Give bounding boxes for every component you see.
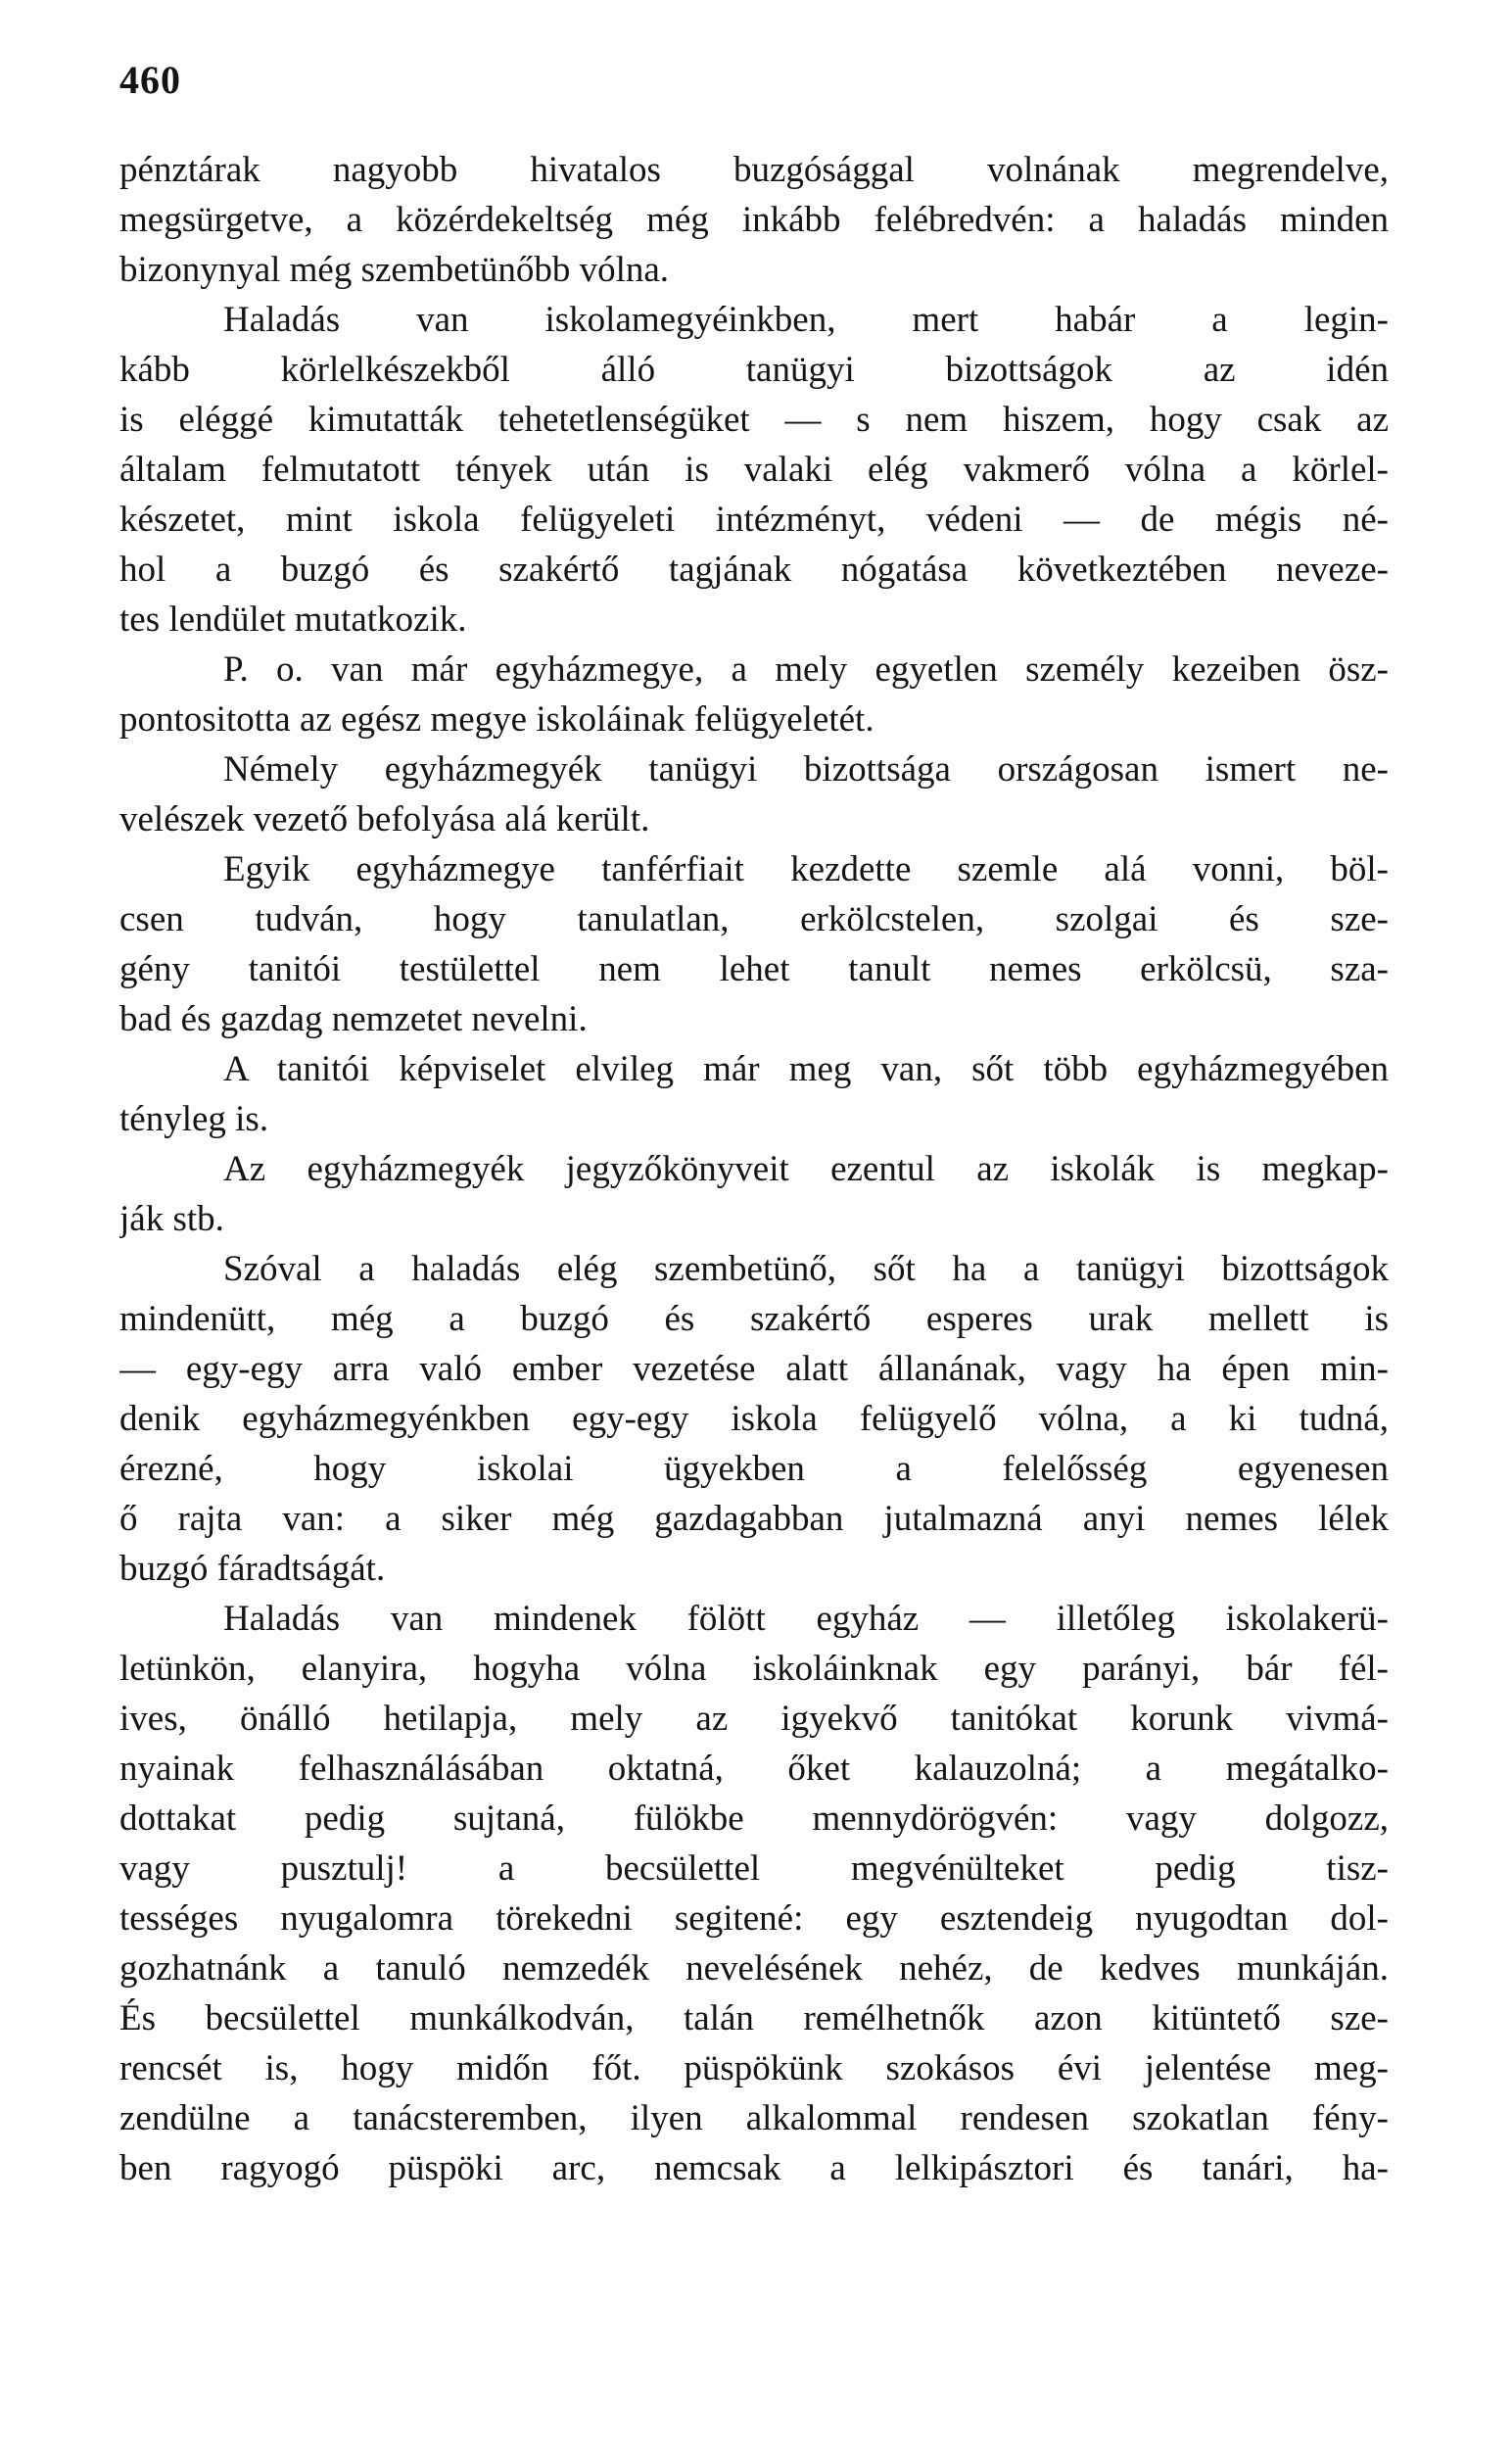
text-line: — egy-egy arra való ember vezetése alatt állanának, vagy ha épen min- [119, 1349, 1389, 1389]
page-number: 460 [119, 58, 181, 102]
text-line: hol a buzgó és szakértő tagjának nógatása következtében neveze- [119, 550, 1389, 590]
text-line: letünkön, elanyira, hogyha vólna iskoláinknak egy parányi, bár fél- [119, 1649, 1389, 1689]
text-line: pénztárak nagyobb hivatalos buzgósággal volnának megrendelve, [119, 150, 1389, 190]
text-line: készetet, mint iskola felügyeleti intézményt, védeni — de mégis né- [119, 500, 1389, 540]
text-line: ben ragyogó püspöki arc, nemcsak a lelkipásztori és tanári, ha- [119, 2148, 1389, 2188]
text-line: Az egyházmegyék jegyzőkönyveit ezentul az iskolák is megkap- [223, 1149, 1389, 1189]
text-line: kább körlelkészekből álló tanügyi bizottságok az idén [119, 350, 1389, 390]
text-line: rencsét is, hogy midőn főt. püspökünk szokásos évi jelentése meg- [119, 2048, 1389, 2088]
text-line: bad és gazdag nemzetet nevelni. [119, 999, 588, 1039]
text-line: ják stb. [119, 1199, 224, 1239]
text-line: gozhatnánk a tanuló nemzedék nevelésének nehéz, de kedves munkáján. [119, 1948, 1389, 1989]
text-line: Egyik egyházmegye tanférfiait kezdette szemle alá vonni, böl- [223, 849, 1389, 889]
text-line: gény tanitói testülettel nem lehet tanult nemes erkölcsü, sza- [119, 949, 1389, 989]
text-line: vagy pusztulj! a becsülettel megvénülteket pedig tisz- [119, 1848, 1389, 1889]
text-line: tényleg is. [119, 1099, 269, 1139]
text-line: általam felmutatott tények után is valaki elég vakmerő vólna a körlel- [119, 450, 1389, 490]
text-line: mindenütt, még a buzgó és szakértő esperes urak mellett is [119, 1299, 1389, 1339]
text-line: Haladás van iskolamegyéinkben, mert habár a legin- [223, 300, 1389, 340]
text-line: is eléggé kimutatták tehetetlenségüket — s nem hiszem, hogy csak az [119, 400, 1389, 440]
text-line: pontositotta az egész megye iskoláinak felügyeletét. [119, 699, 874, 740]
text-line: velészek vezető befolyása alá került. [119, 799, 650, 839]
text-line: Némely egyházmegyék tanügyi bizottsága országosan ismert ne- [223, 749, 1389, 790]
text-line: dottakat pedig sujtaná, fülökbe mennydörögvén: vagy dolgozz, [119, 1799, 1389, 1839]
text-line: zendülne a tanácsteremben, ilyen alkalommal rendesen szokatlan fény- [119, 2098, 1389, 2138]
text-line: tes lendület mutatkozik. [119, 600, 467, 640]
text-line: És becsülettel munkálkodván, talán remélhetnők azon kitüntető sze- [119, 1998, 1389, 2038]
text-line: Szóval a haladás elég szembetünő, sőt ha a tanügyi bizottságok [223, 1249, 1389, 1289]
text-line: P. o. van már egyházmegye, a mely egyetlen személy kezeiben ösz- [223, 649, 1389, 690]
text-line: buzgó fáradtságát. [119, 1549, 386, 1589]
text-line: nyainak felhasználásában oktatná, őket kalauzolná; a megátalko- [119, 1749, 1389, 1789]
body-text [119, 145, 1389, 2193]
text-line: csen tudván, hogy tanulatlan, erkölcstelen, szolgai és sze- [119, 899, 1389, 939]
text-line: megsürgetve, a közérdekeltség még inkább felébredvén: a haladás minden [119, 200, 1389, 240]
text-line: ives, önálló hetilapja, mely az igyekvő tanitókat korunk vivmá- [119, 1699, 1389, 1739]
text-line: tességes nyugalomra törekedni segitené: egy esztendeig nyugodtan dol- [119, 1898, 1389, 1939]
text-line: denik egyházmegyénkben egy-egy iskola felügyelő vólna, a ki tudná, [119, 1399, 1389, 1439]
text-line: ő rajta van: a siker még gazdagabban jutalmazná anyi nemes lélek [119, 1499, 1389, 1539]
text-line: A tanitói képviselet elvileg már meg van, sőt több egyházmegyében [223, 1049, 1389, 1089]
text-line: érezné, hogy iskolai ügyekben a felelősség egyenesen [119, 1449, 1389, 1489]
text-line: Haladás van mindenek fölött egyház — illetőleg iskolakerü- [223, 1599, 1389, 1639]
text-line: bizonynyal még szembetünőbb vólna. [119, 250, 670, 290]
